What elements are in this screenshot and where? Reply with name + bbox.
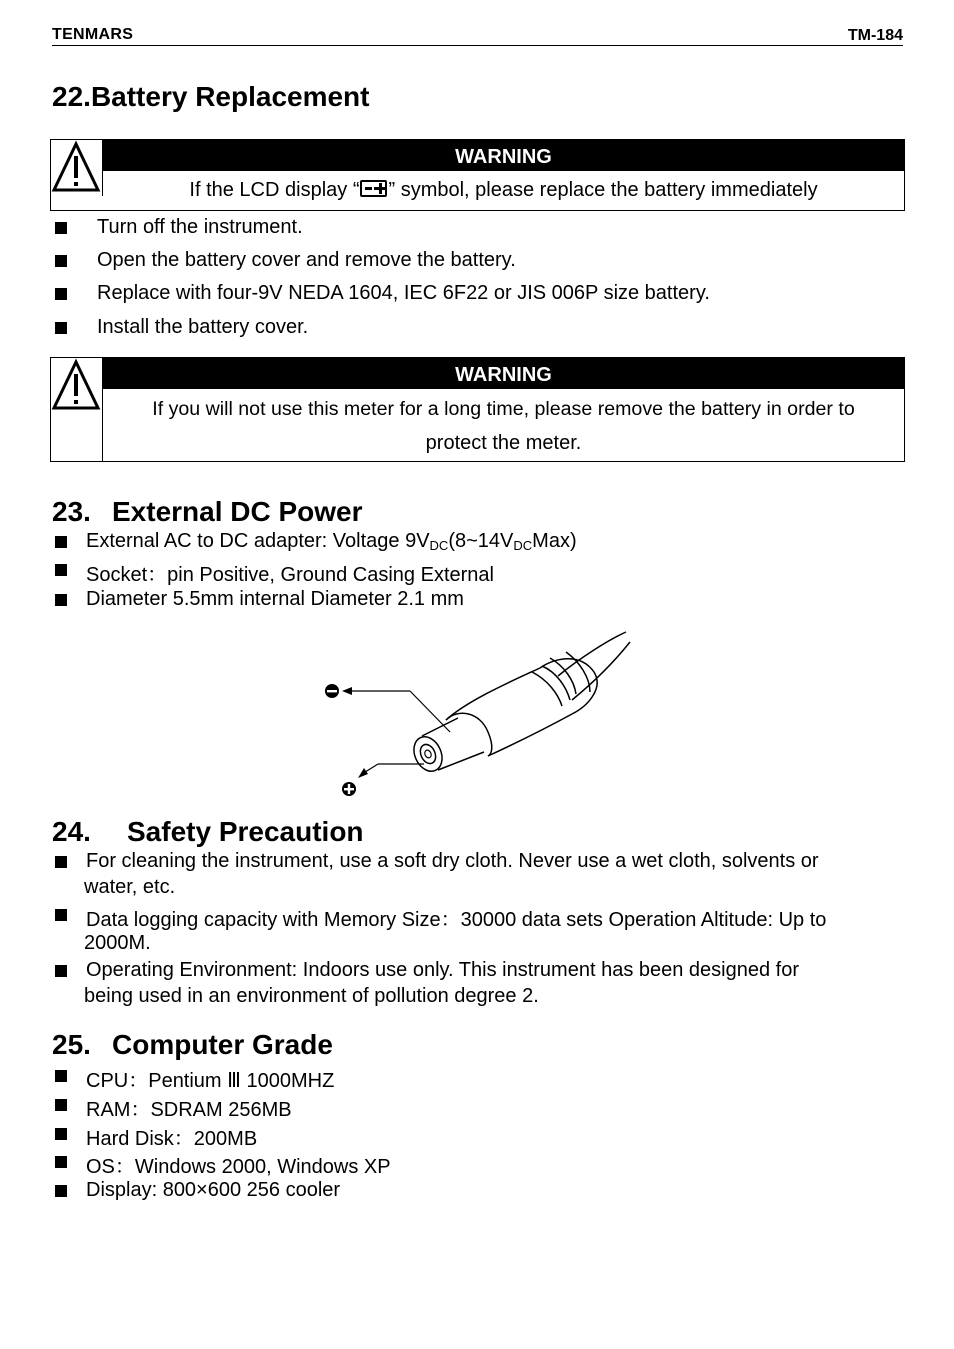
cpu-spec: CPU：Pentium Ⅲ 1000MHZ: [86, 1070, 335, 1092]
step-1: Turn off the instrument.: [97, 216, 303, 238]
step-4: Install the battery cover.: [97, 316, 309, 338]
bullet-icon: [55, 965, 67, 977]
bullet-icon: [55, 909, 67, 921]
step-3: Replace with four-9V NEDA 1604, IEC 6F22 or JIS 006P size battery.: [97, 282, 710, 304]
warning-label: WARNING: [103, 358, 904, 389]
socket-spec: Socket：pin Positive, Ground Casing External: [86, 564, 494, 586]
bullet-icon: [55, 856, 67, 868]
ram-spec: RAM：SDRAM 256MB: [86, 1099, 292, 1121]
display-spec: Display: 800×600 256 cooler: [86, 1179, 341, 1201]
bullet-icon: [55, 255, 67, 267]
warning-triangle-icon: [51, 140, 103, 196]
bullet-icon: [55, 564, 67, 576]
section-number: 25.: [52, 1029, 91, 1060]
safety-item-3-line-1: Operating Environment: Indoors use only. This instrument has been designed for: [86, 959, 799, 981]
warning-text-line-2: protect the meter.: [425, 432, 582, 454]
section-23-heading: [52, 496, 363, 528]
safety-item-3-line-2: being used in an environment of pollution degree 2.: [84, 985, 539, 1007]
bullet-icon: [55, 1128, 67, 1140]
section-title: Computer Grade: [112, 1029, 333, 1060]
warning-box-storage: [50, 357, 905, 462]
dc-adapter-spec: [86, 530, 577, 553]
section-number: 22.: [52, 81, 91, 112]
brand-logo: TENMARS: [52, 26, 134, 43]
section-title: Battery Replacement: [90, 81, 370, 112]
step-2: Open the battery cover and remove the battery.: [97, 249, 516, 271]
safety-item-2-line-1: Data logging capacity with Memory Size：30000 data sets Operation Altitude: Up to: [86, 909, 827, 931]
subscript: DC: [513, 538, 533, 553]
diameter-spec: Diameter 5.5mm internal Diameter 2.1 mm: [86, 588, 464, 610]
bullet-icon: [55, 1156, 67, 1168]
section-22-heading: [52, 81, 370, 113]
header-rule: [52, 45, 903, 46]
spec-text: External AC to DC adapter: Voltage 9V: [86, 530, 430, 552]
bullet-icon: [55, 222, 67, 234]
bullet-icon: [55, 1099, 67, 1111]
section-24-heading: [52, 816, 364, 848]
bullet-icon: [55, 1185, 67, 1197]
warning-box-battery-low: [50, 139, 905, 211]
section-number: 24.: [52, 816, 91, 847]
bullet-icon: [55, 1070, 67, 1082]
warning-text: [103, 179, 904, 202]
warning-text-end: ” symbol, please replace the battery immediately: [388, 179, 818, 201]
spec-text: (8~14V: [448, 530, 514, 552]
dc-plug-diagram: [318, 628, 638, 803]
section-title: Safety Precaution: [127, 816, 364, 847]
bullet-icon: [55, 536, 67, 548]
safety-item-1-line-1: For cleaning the instrument, use a soft dry cloth. Never use a wet cloth, solvents or: [86, 850, 819, 872]
battery-low-icon: [360, 180, 387, 197]
safety-item-2-line-2: 2000M.: [84, 932, 151, 954]
bullet-icon: [55, 594, 67, 606]
section-title: External DC Power: [112, 496, 363, 527]
safety-item-1-line-2: water, etc.: [84, 876, 176, 898]
warning-text-start: If the LCD display “: [189, 179, 360, 201]
hard-disk-spec: Hard Disk：200MB: [86, 1128, 258, 1150]
subscript: DC: [429, 538, 449, 553]
warning-text-line-1: If you will not use this meter for a long time, please remove the battery in order to: [152, 398, 855, 420]
bullet-icon: [55, 322, 67, 334]
bullet-icon: [55, 288, 67, 300]
section-25-heading: [52, 1029, 333, 1061]
model-number: TM-184: [847, 27, 903, 44]
section-number: 23.: [52, 496, 91, 527]
warning-label: WARNING: [103, 140, 904, 171]
os-spec: OS：Windows 2000, Windows XP: [86, 1156, 391, 1178]
warning-triangle-icon: [51, 358, 103, 461]
spec-text: Max): [532, 530, 577, 552]
